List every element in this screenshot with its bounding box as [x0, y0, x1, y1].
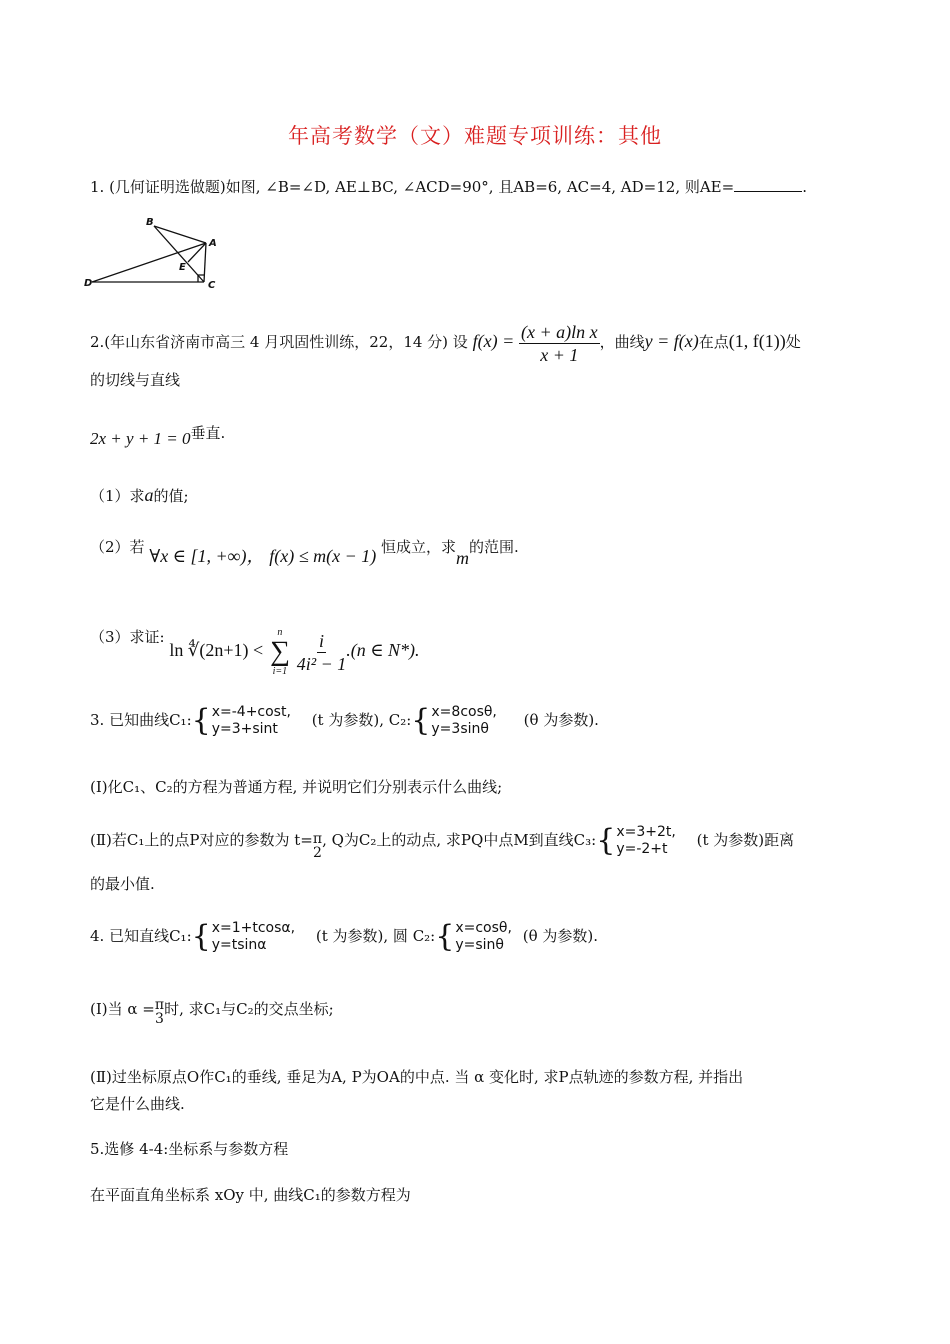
q3-part2: (Ⅱ)若C₁上的点P对应的参数为 t= π 2 , Q为C₂上的动点, 求PQ中点M到直线C₃: { x=3+2t, y=-2+t (t 为参数)距离	[90, 823, 795, 861]
fx-fraction: $\frac{\text{(x + a)ln x}}{x + 1}$	[521, 321, 598, 365]
q2-line2: 的切线与直线	[90, 371, 181, 389]
q4-statement: 4. 已知直线C₁: { x=1+tcosα, y=tsinα (t 为参数), 圆 C₂: { x=cosθ, y=sinθ (θ 为参数).	[90, 919, 598, 954]
q4-part2-cont: 它是什么曲线.	[90, 1095, 185, 1113]
sum-fraction: $\frac{i}{\text{4i² − 1}}$	[296, 630, 347, 674]
pi-over-2: π 2	[312, 831, 323, 861]
sum-symbol: n ∑ i=1	[269, 627, 290, 677]
q3-part2-cont: 的最小值.	[90, 875, 155, 893]
pi-over-3: π 3	[154, 997, 165, 1027]
answer-blank	[734, 177, 802, 192]
q2-intro: 2.(年山东省济南市高三 4 月巩固性训练，22，14 分) 设 f(x) = $\frac{\text{(x + a)ln x}}{x + 1}$ ，曲线y = f(x)在点(1, f(1))处	[90, 321, 801, 365]
q2-part2: （2）若 ∀x ∈ [1, +∞)， f(x) ≤ m(x − 1) 恒成立，求m的范围.	[90, 538, 519, 568]
q2-line-eq: 2x + y + 1 = 0垂直.	[90, 424, 226, 448]
sigma-icon: ∑	[269, 636, 290, 667]
q1-text: 1. (几何证明选做题)如图, ∠B=∠D, AE⊥BC, ∠ACD=90°, 且AB=6, AC=4, AD=12, 则AE= .	[90, 178, 807, 196]
q5-text: 在平面直角坐标系 xOy 中, 曲线C₁的参数方程为	[90, 1186, 411, 1204]
geometry-figure	[84, 212, 224, 296]
label-e: E	[179, 262, 186, 273]
q2-part3: （3）求证: ln ∜(2n+1) < n ∑ i=1 $\frac{i}{\text{4i² − 1}}$ .(n ∈ N*).	[90, 627, 420, 677]
page-title: 年高考数学（文）难题专项训练：其他	[288, 124, 662, 148]
q4-part1: (Ⅰ)当 α = π 3 时, 求C₁与C₂的交点坐标;	[90, 997, 334, 1027]
label-c: C	[208, 280, 216, 291]
label-a: A	[209, 238, 217, 249]
line-c1-system: { x=1+tcosα, y=tsinα	[191, 919, 296, 954]
c3-system: { x=3+2t, y=-2+t	[596, 823, 676, 858]
q3-part1: (Ⅰ)化C₁、C₂的方程为普通方程, 并说明它们分别表示什么曲线;	[90, 778, 503, 796]
label-d: D	[84, 278, 93, 289]
c2-system: { x=8cosθ, y=3sinθ	[411, 703, 497, 738]
q5-title: 5.选修 4-4:坐标系与参数方程	[90, 1140, 289, 1158]
q2-part1: （1）求a的值;	[90, 485, 189, 505]
q4-part2: (Ⅱ)过坐标原点O作C₁的垂线, 垂足为A, P为OA的中点. 当 α 变化时, 求P点轨迹的参数方程, 并指出	[90, 1068, 744, 1086]
q3-statement: 3. 已知曲线C₁: { x=-4+cost, y=3+sint (t 为参数), C₂: { x=8cosθ, y=3sinθ (θ 为参数).	[90, 703, 599, 738]
label-b: B	[146, 217, 154, 228]
circle-c2-system: { x=cosθ, y=sinθ	[435, 919, 512, 954]
c1-system: { x=-4+cost, y=3+sint	[191, 703, 291, 738]
